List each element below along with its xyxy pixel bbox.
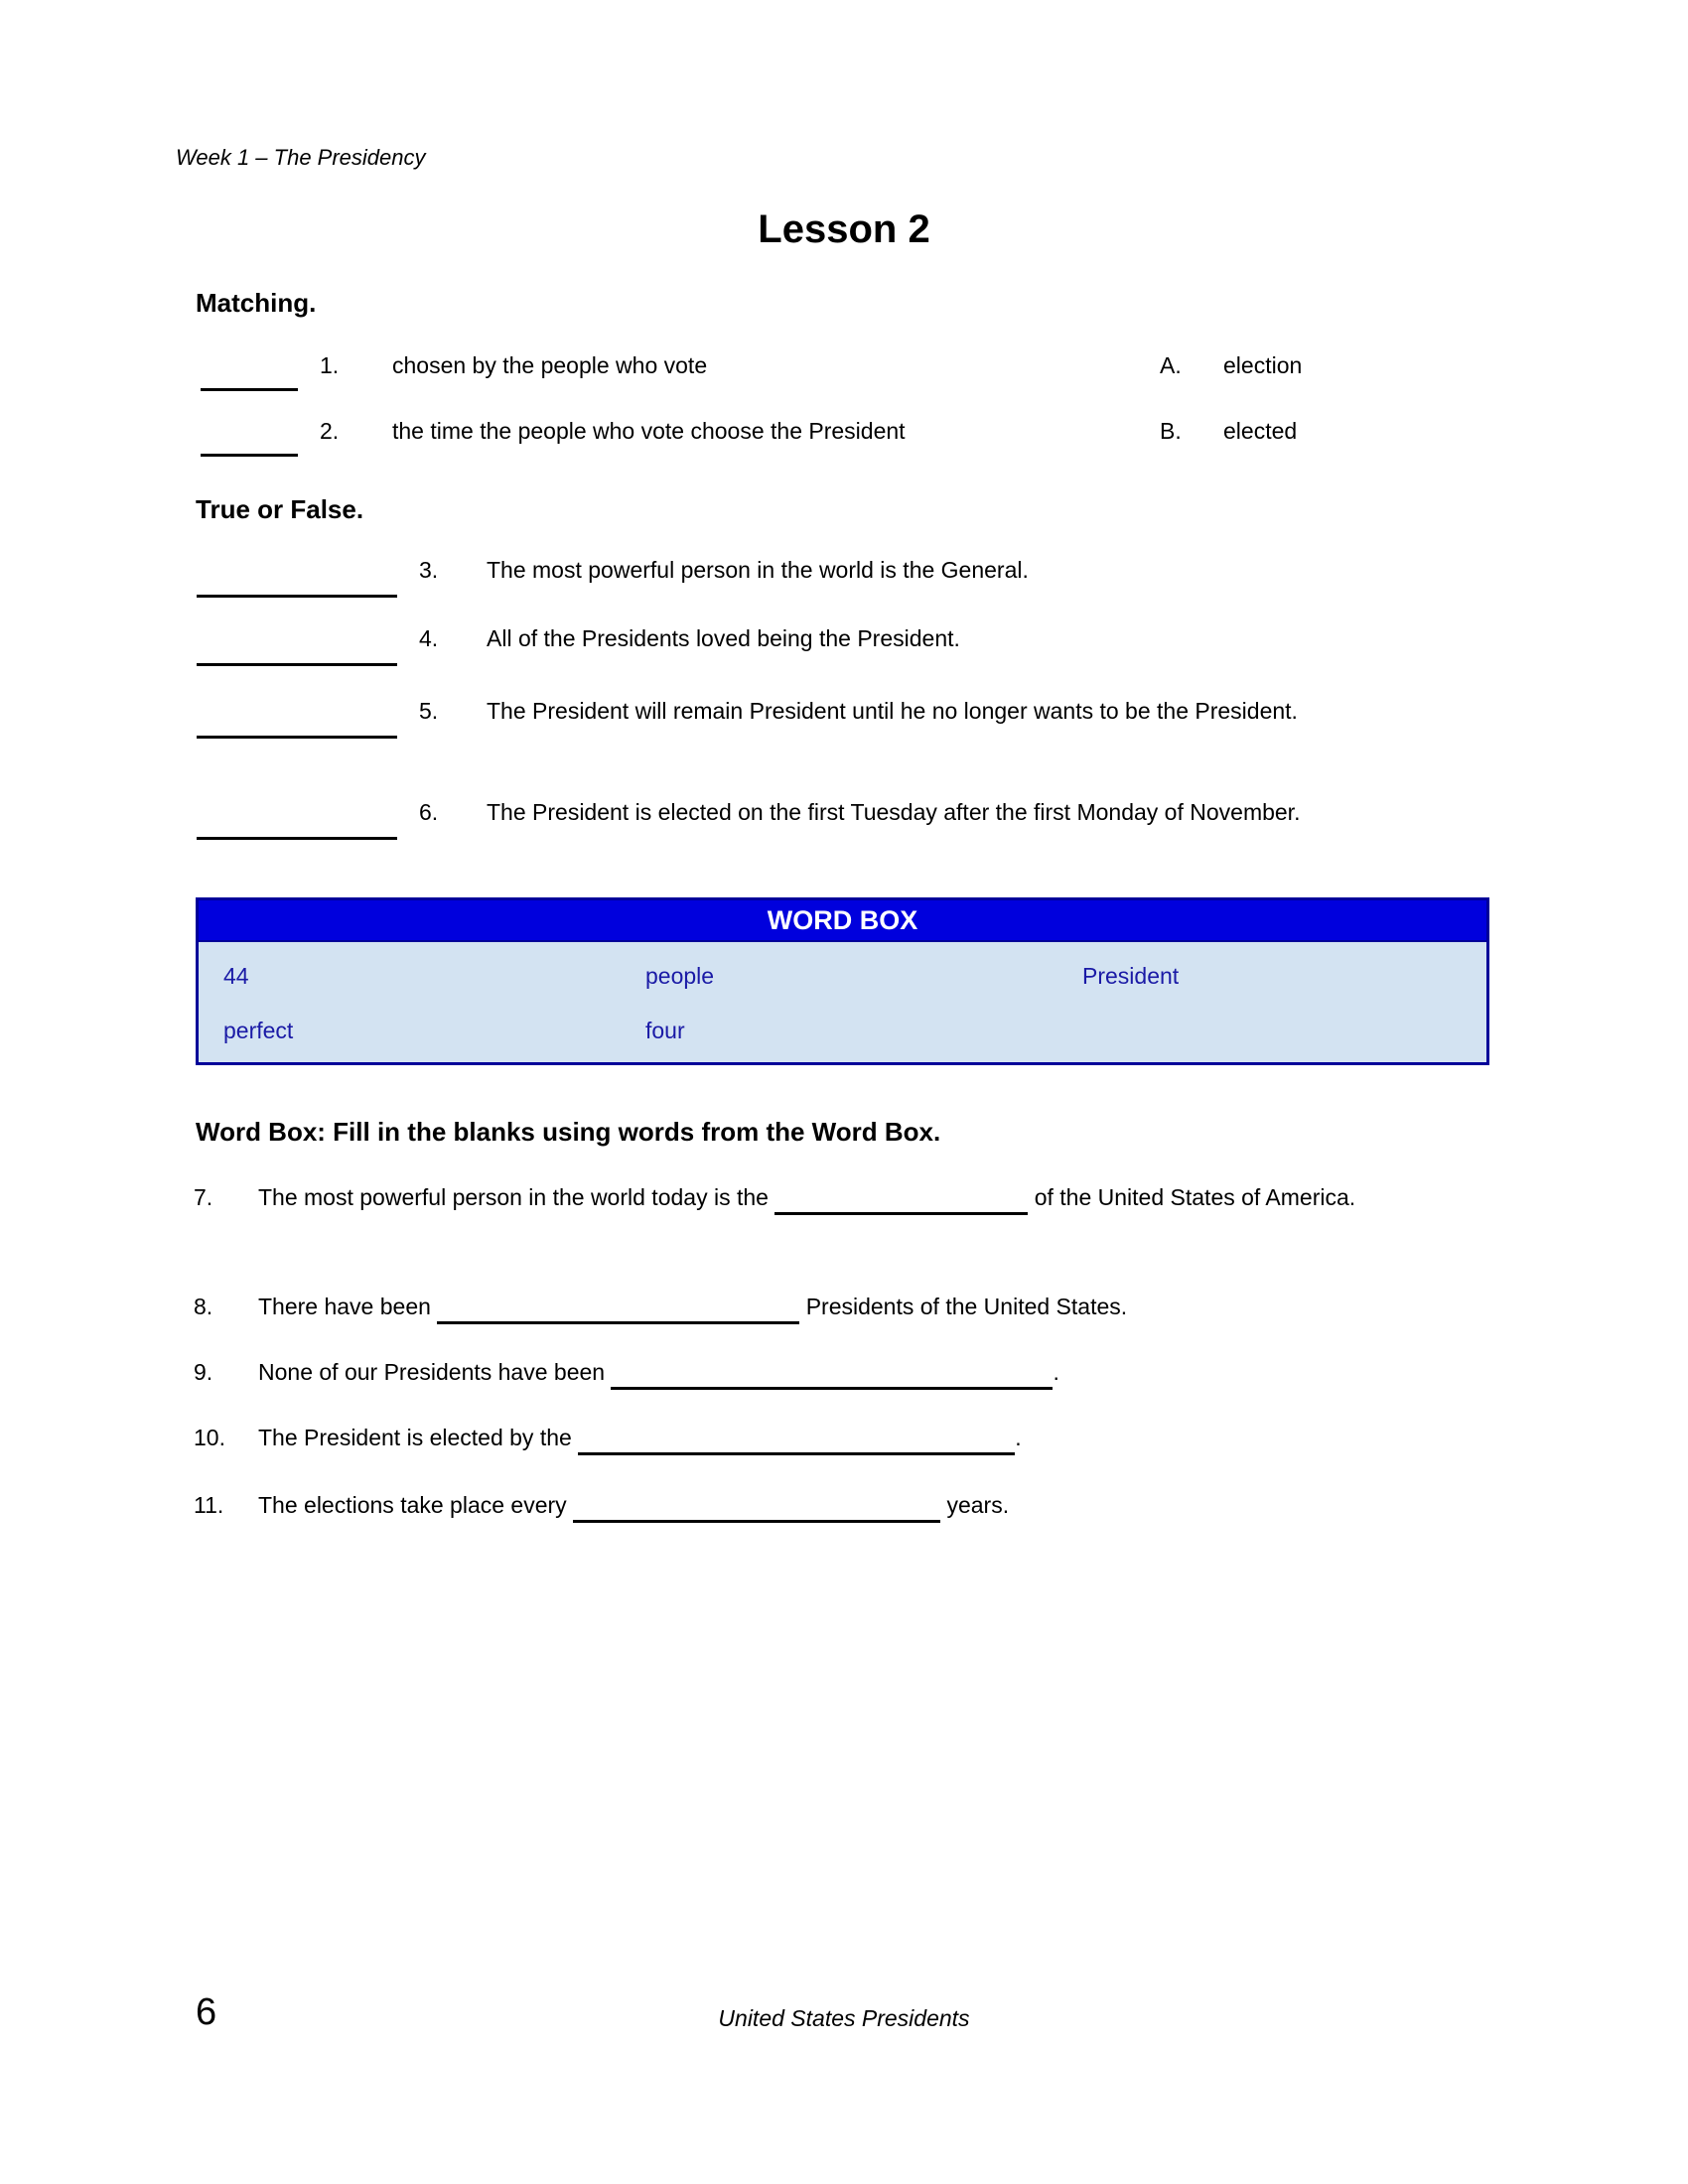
item-text xyxy=(258,1290,1127,1323)
item-text: The President is elected on the first Tuesday after the first Monday of November. xyxy=(487,799,1301,825)
word-box-word: four xyxy=(645,1018,685,1043)
fill-before: There have been xyxy=(258,1294,431,1319)
fill-before: None of our Presidents have been xyxy=(258,1359,606,1385)
fill-blank-line xyxy=(573,1500,940,1523)
fill-blank-line xyxy=(611,1367,1053,1390)
choice-letter: A. xyxy=(1160,352,1182,378)
item-text: The most powerful person in the world is the General. xyxy=(487,557,1029,583)
section-heading-fill-in: Word Box: Fill in the blanks using words from the Word Box. xyxy=(196,1117,941,1147)
word-box-body xyxy=(199,942,1486,1062)
fill-after: Presidents of the United States. xyxy=(805,1294,1128,1319)
fill-in-row xyxy=(194,1180,1604,1270)
choice-letter: B. xyxy=(1160,418,1182,444)
fill-blank-line xyxy=(437,1301,799,1324)
word-box-word: President xyxy=(1082,963,1180,989)
word-box-header: WORD BOX xyxy=(199,900,1486,942)
fill-after: years. xyxy=(946,1492,1010,1518)
page-title: Lesson 2 xyxy=(758,207,930,251)
answer-blank-line xyxy=(201,454,298,457)
answer-blank-line xyxy=(197,595,397,598)
item-text: The President will remain President until he no longer wants to be the President. xyxy=(487,698,1298,724)
item-number: 10. xyxy=(194,1425,225,1450)
fill-blank-line xyxy=(774,1192,1028,1215)
item-text xyxy=(258,1488,1009,1522)
word-box xyxy=(196,897,1489,1065)
answer-blank-line xyxy=(201,388,298,391)
page-number: 6 xyxy=(196,1991,217,2033)
answer-blank-line xyxy=(197,837,397,840)
item-text xyxy=(258,1355,1059,1389)
section-heading-true-false: True or False. xyxy=(196,494,364,524)
item-number: 8. xyxy=(194,1294,213,1319)
item-number: 1. xyxy=(320,352,340,378)
matching-row xyxy=(199,414,1609,503)
item-text: chosen by the people who vote xyxy=(392,352,708,378)
fill-before: The elections take place every xyxy=(258,1492,567,1518)
item-text xyxy=(258,1180,1380,1214)
word-box-word: people xyxy=(645,963,715,989)
item-number: 6. xyxy=(419,799,439,825)
item-number: 5. xyxy=(419,698,439,724)
answer-blank-line xyxy=(197,663,397,666)
choice-text: election xyxy=(1223,352,1303,378)
item-number: 4. xyxy=(419,625,439,651)
item-number: 3. xyxy=(419,557,439,583)
fill-before: The President is elected by the xyxy=(258,1425,572,1450)
true-false-row xyxy=(199,694,1609,783)
fill-after: of the United States of America. xyxy=(1034,1184,1356,1210)
book-title: United States Presidents xyxy=(718,2005,970,2031)
word-box-word: 44 xyxy=(223,963,249,989)
section-heading-matching: Matching. xyxy=(196,288,317,318)
fill-after: . xyxy=(1015,1425,1022,1450)
item-number: 9. xyxy=(194,1359,213,1385)
choice-text: elected xyxy=(1223,418,1298,444)
item-number: 7. xyxy=(194,1184,213,1210)
item-number: 2. xyxy=(320,418,340,444)
fill-blank-line xyxy=(578,1433,1015,1455)
page-header: Week 1 – The Presidency xyxy=(176,145,426,170)
item-text xyxy=(258,1421,1022,1454)
fill-before: The most powerful person in the world today is the xyxy=(258,1184,769,1210)
item-text: All of the Presidents loved being the President. xyxy=(487,625,960,651)
item-text: the time the people who vote choose the President xyxy=(392,418,906,444)
answer-blank-line xyxy=(197,736,397,739)
word-box-word: perfect xyxy=(223,1018,294,1043)
true-false-row xyxy=(199,795,1609,885)
fill-after: . xyxy=(1053,1359,1059,1385)
item-number: 11. xyxy=(194,1492,224,1518)
fill-in-row xyxy=(194,1488,1604,1577)
